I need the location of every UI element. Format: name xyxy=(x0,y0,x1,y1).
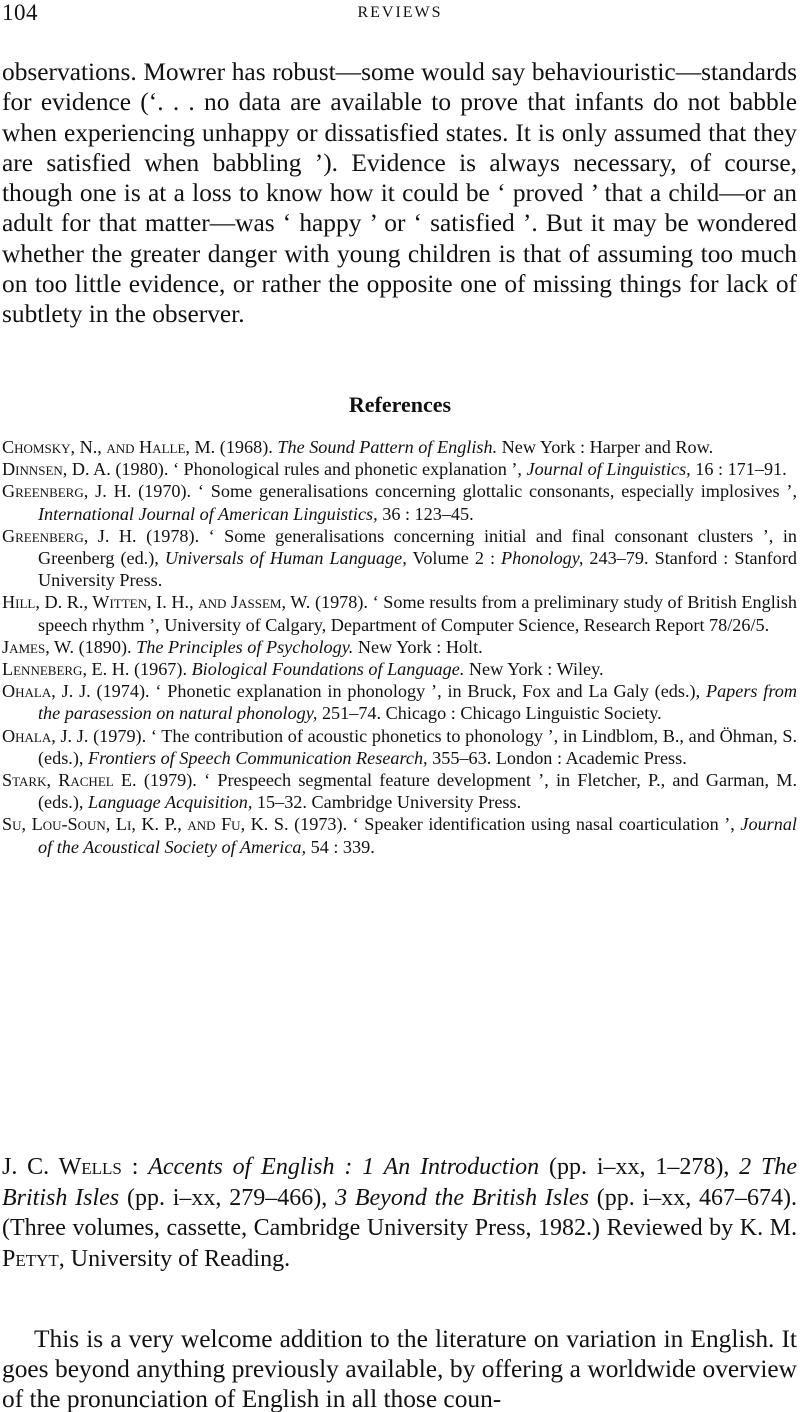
reference-title: Language Acquisition, xyxy=(88,792,253,813)
reference-authors: Su, Lou-Soun, Li, K. P., and Fu, K. S. xyxy=(2,814,289,835)
review-volume-3-title: 3 Beyond the British Isles xyxy=(335,1184,589,1211)
reference-authors: Chomsky, N., and Halle, M. xyxy=(2,437,216,457)
reference-entry: Chomsky, N., and Halle, M. (1968). The Sound Pattern of English. New York : Harper and Row. xyxy=(2,437,714,457)
reference-authors: Ohala, J. J. xyxy=(2,725,89,746)
running-title: REVIEWS xyxy=(357,4,443,21)
reference-authors: Dinnsen, D. A. xyxy=(2,459,111,480)
reference-title: The Principles of Psychology. xyxy=(136,636,354,657)
reviewer-name: Petyt xyxy=(2,1245,59,1272)
reference-entry: Dinnsen, D. A. (1980). ‘ Phonological rules and phonetic explanation ’, Journal of Linguistics, 16 : 171–91. xyxy=(2,459,787,480)
reference-entry: Greenberg, J. H. (1970). ‘ Some generalisations concerning glottalic consonants, especially implosives ’, International Journal of American Linguistics, 36 : 123–45. xyxy=(2,481,797,524)
review-book-author: J. C. Wells xyxy=(2,1154,122,1180)
reference-authors: Lenneberg, E. H. xyxy=(2,659,130,680)
page-number: 104 xyxy=(2,0,38,25)
reference-authors: Hill, D. R., Witten, I. H., and Jassem, W. xyxy=(2,592,311,613)
reference-authors: Stark, Rachel E. xyxy=(2,770,137,791)
review-body-paragraph: This is a very welcome addition to the literature on variation in English. It goes beyond anything previously available, by offering a worldwide overview of the pronunciation of English in all those coun- xyxy=(2,1325,797,1412)
references-list xyxy=(2,436,797,858)
reference-entry: Stark, Rachel E. (1979). ‘ Prespeech segmental feature development ’, in Fletcher, P., and Garman, M. (eds.), Language Acquisition, 15–32. Cambridge University Press. xyxy=(2,770,797,813)
intro-text: observations. Mowrer has robust—some would say behaviouristic—standards for evidence (‘. . . no data are available to prove that infants do not babble when experiencing unhappy or dissatisfied states. It is only assumed that they are satisfied when babbling ’). Evidence is always necessary, of course, though one is at a loss to know how it could be ‘ proved ’ that a child—or an adult for that matter—was ‘ happy ’ or ‘ satisfied ’. But it may be wondered whether the greater danger with young children is that of assuming too much on too little evidence, or rather the opposite one of missing things for lack of subtlety in the observer. xyxy=(2,58,797,329)
reviewer-affiliation: , University of Reading. xyxy=(58,1245,291,1272)
reference-title: Journal of the Acoustical Society of America, xyxy=(38,814,797,857)
review-heading: J. C. Wells : Accents of English : 1 An Introduction (pp. i–xx, 1–278), 2 The British Isles (pp. i–xx, 279–466), 3 Beyond the British Isles (pp. i–xx, 467–674). (Three volumes, cassette, Cambridge University Press, 1982.) Reviewed by K. M. Petyt, University of Reading. xyxy=(2,1154,798,1272)
reference-authors: Greenberg, J. H. xyxy=(2,481,132,502)
reference-title: Universals of Human Language, xyxy=(164,548,407,569)
references-heading: References xyxy=(348,392,452,417)
reference-entry: Su, Lou-Soun, Li, K. P., and Fu, K. S. (1973). ‘ Speaker identification using nasal coarticulation ’, Journal of the Acoustical Society of America, 54 : 339. xyxy=(2,814,797,857)
reference-subtitle: Phonology, xyxy=(501,548,584,569)
reference-title: International Journal of American Linguistics, xyxy=(38,503,378,524)
reference-entry: Hill, D. R., Witten, I. H., and Jassem, W. (1978). ‘ Some results from a preliminary study of British English speech rhythm ’, University of Calgary, Department of Computer Science, Research Report 78/26/5. xyxy=(2,592,798,635)
reference-title: The Sound Pattern of English. xyxy=(277,437,498,457)
reference-authors: Greenberg, J. H. xyxy=(2,525,137,546)
reference-entry: Greenberg, J. H. (1978). ‘ Some generalisations concerning initial and final consonant clusters ’, in Greenberg (ed.), Universals of Human Language, Volume 2 : Phonology, 243–79. Stanford : Stanford University Press. xyxy=(2,525,797,591)
review-volume-1-title: Accents of English : 1 An Introduction xyxy=(148,1154,540,1180)
review-publication-details: (Three volumes, cassette, Cambridge University Press, 1982.) Reviewed by xyxy=(2,1215,740,1241)
reference-authors: James, W. xyxy=(2,636,75,657)
running-head xyxy=(0,0,800,32)
reference-entry: Lenneberg, E. H. (1967). Biological Foundations of Language. New York : Wiley. xyxy=(2,659,604,680)
reference-title: Papers from the parasession on natural phonology, xyxy=(38,681,797,724)
reference-title: Biological Foundations of Language. xyxy=(191,659,465,680)
intro-paragraph xyxy=(2,57,797,330)
reference-title: Journal of Linguistics, xyxy=(526,459,691,480)
reference-title: Frontiers of Speech Communication Research, xyxy=(88,747,428,768)
reference-authors: Ohala, J. J. xyxy=(2,681,91,702)
reference-entry: Ohala, J. J. (1974). ‘ Phonetic explanation in phonology ’, in Bruck, Fox and La Galy (eds.), Papers from the parasession on natural phonology, 251–74. Chicago : Chicago Linguistic Society. xyxy=(2,681,797,724)
reference-entry: James, W. (1890). The Principles of Psychology. New York : Holt. xyxy=(2,636,483,657)
review-volume-2-title: 2 The British Isles xyxy=(2,1154,798,1211)
reference-entry: Ohala, J. J. (1979). ‘ The contribution of acoustic phonetics to phonology ’, in Lindblom, B., and Öhman, S. (eds.), Frontiers of Speech Communication Research, 355–63. London : Academic Press. xyxy=(2,725,797,768)
